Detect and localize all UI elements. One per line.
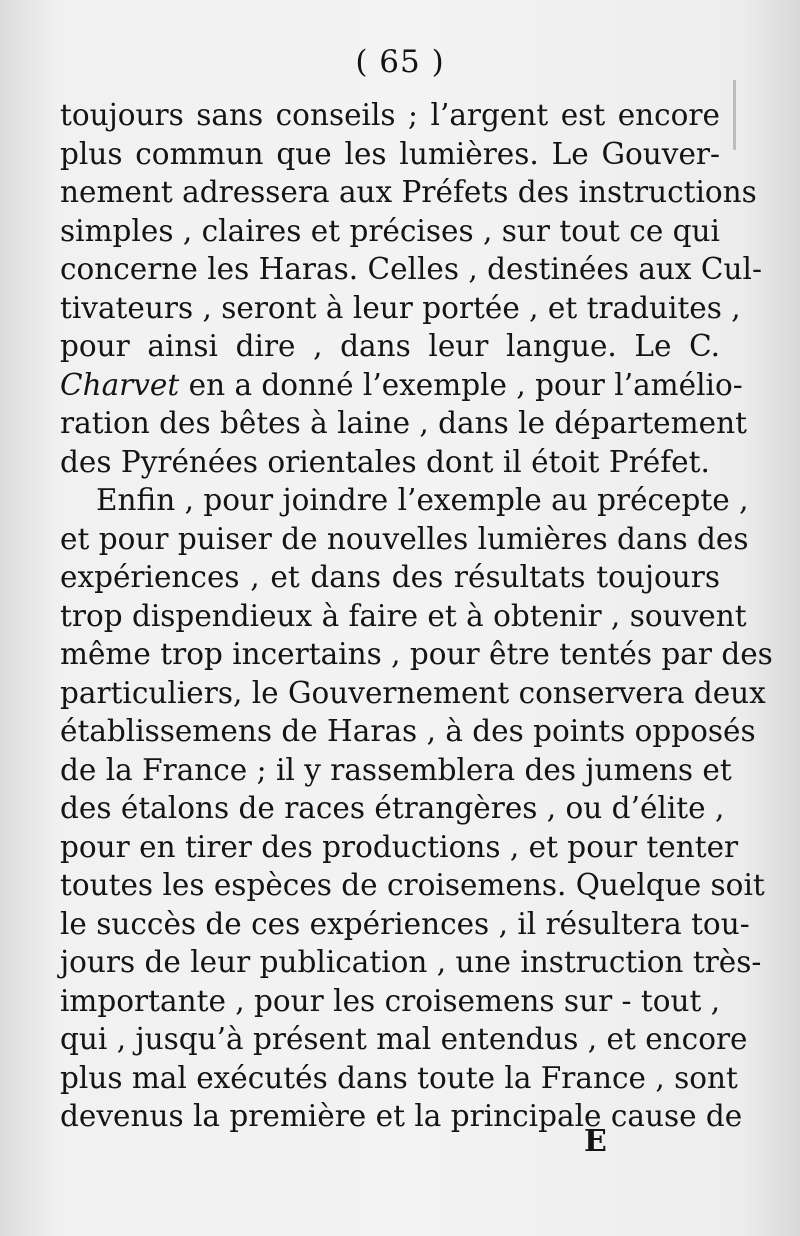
text-line-27: devenus la première et la principale cause de xyxy=(60,1099,743,1133)
text-line-8-rest: en a donné l’exemple , pour l’amélio- xyxy=(179,367,743,402)
text-line-9: ration des bêtes à laine , dans le département xyxy=(60,406,747,440)
text-line-18: de la France ; il y rassemblera des jumens et xyxy=(60,752,732,787)
text-line-24: importante , pour les croisemens sur - tout , xyxy=(60,983,721,1018)
text-line-15: même trop incertains , pour être tentés par des xyxy=(60,637,773,671)
text-line-6: tivateurs , seront à leur portée , et traduites , xyxy=(60,290,741,325)
text-line-22: le succès de ces expériences , il résultera tou- xyxy=(60,906,750,941)
text-line-16: particuliers, le Gouvernement conservera deux xyxy=(60,675,766,710)
text-line-21: toutes les espèces de croisemens. Quelque soit xyxy=(60,868,765,902)
page-number: ( 65 ) xyxy=(355,44,445,80)
text-line-4: simples , claires et précises , sur tout ce qui xyxy=(60,213,720,248)
signature-mark: E xyxy=(584,1124,607,1159)
text-line-17: établissemens de Haras , à des points opposés xyxy=(60,714,756,748)
text-line-12: et pour puiser de nouvelles lumières dans des xyxy=(60,521,749,556)
text-line-1: toujours sans conseils ; l’argent est encore xyxy=(60,98,720,132)
text-line-13: expériences , et dans des résultats toujours xyxy=(60,560,720,594)
text-line-10: des Pyrénées orientales dont il étoit Préfet. xyxy=(60,444,710,479)
text-line-19: des étalons de races étrangères , ou d’élite , xyxy=(60,791,725,825)
text-line-8 xyxy=(60,366,743,405)
text-line-11: Enfin , pour joindre l’exemple au précepte , xyxy=(96,483,749,517)
text-line-3: nement adressera aux Préfets des instructions xyxy=(60,175,757,209)
italic-name: Charvet xyxy=(60,367,180,402)
body-text xyxy=(60,96,773,1136)
text-line-23: jours de leur publication , une instruction très- xyxy=(60,945,762,979)
text-line-2: plus commun que les lumières. Le Gouver- xyxy=(60,136,720,171)
margin-mark xyxy=(733,80,736,150)
text-line-25: qui , jusqu’à présent mal entendus , et encore xyxy=(60,1022,748,1056)
text-line-7: pour ainsi dire , dans leur langue. Le C. xyxy=(60,329,720,363)
text-line-20: pour en tirer des productions , et pour tenter xyxy=(60,829,739,864)
text-line-5: concerne les Haras. Celles , destinées aux Cul- xyxy=(60,252,762,286)
text-line-14: trop dispendieux à faire et à obtenir , souvent xyxy=(60,598,747,633)
text-line-26: plus mal exécutés dans toute la France , sont xyxy=(60,1060,738,1095)
